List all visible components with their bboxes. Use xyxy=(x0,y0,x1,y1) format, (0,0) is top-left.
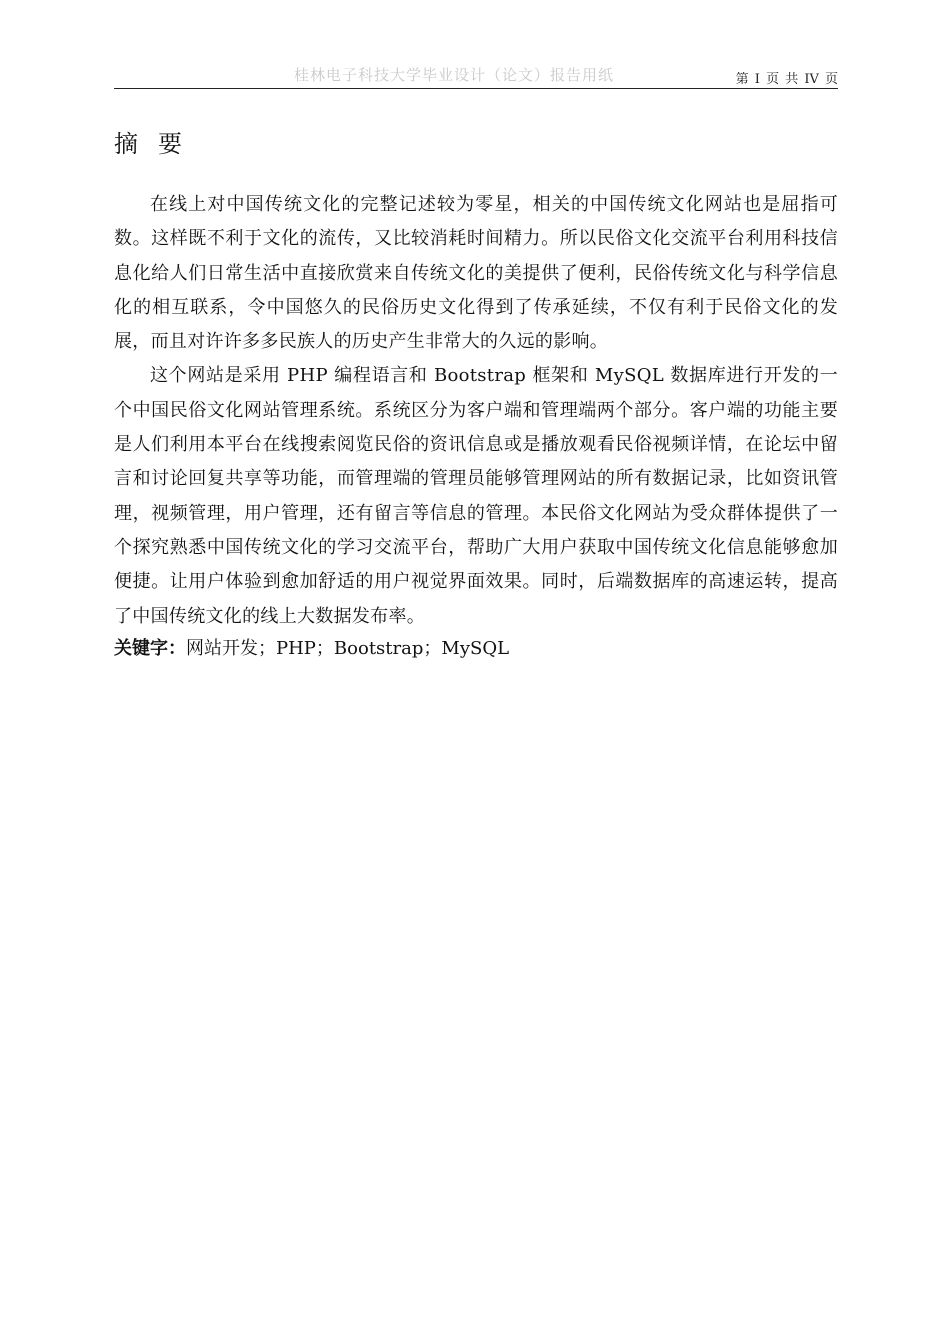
keywords-value: 网站开发；PHP；Bootstrap；MySQL xyxy=(186,638,510,659)
abstract-heading: 摘要 xyxy=(114,130,202,158)
header-title: 桂林电子科技大学毕业设计（论文）报告用纸 xyxy=(294,66,615,84)
page-number: 第 I 页 共 IV 页 xyxy=(735,72,838,87)
abstract-paragraph-2: 这个网站是采用 PHP 编程语言和 Bootstrap 框架和 MySQL 数据库进行开发的一个中国民俗文化网站管理系统。系统区分为客户端和管理端两个部分。客户端的功能主要是人们利用本平台在线搜索阅览民俗的资讯信息或是播放观看民俗视频详情，在论坛中留言和讨论回复共享等功能，而管理端的管理员能够管理网站的所有数据记录，比如资讯管理，视频管理，用户管理，还有留言等信息的管理。本民俗文化网站为受众群体提供了一个探究熟悉中国传统文化的学习交流平台，帮助广大用户获取中国传统文化信息能够愈加便捷。让用户体验到愈加舒适的用户视觉界面效果。同时，后端数据库的高速运转，提高了中国传统文化的线上大数据发布率。 xyxy=(114,365,838,627)
keywords-label: 关键字： xyxy=(114,638,186,659)
keywords-line xyxy=(114,636,509,662)
abstract-body xyxy=(114,188,838,634)
page-header xyxy=(114,60,838,89)
abstract-paragraph-1: 在线上对中国传统文化的完整记述较为零星，相关的中国传统文化网站也是屈指可数。这样既不利于文化的流传，又比较消耗时间精力。所以民俗文化交流平台利用科技信息化给人们日常生活中直接欣赏来自传统文化的美提供了便利，民俗传统文化与科学信息化的相互联系，令中国悠久的民俗历史文化得到了传承延续，不仅有利于民俗文化的发展，而且对许许多多民族人的历史产生非常大的久远的影响。 xyxy=(114,194,838,353)
